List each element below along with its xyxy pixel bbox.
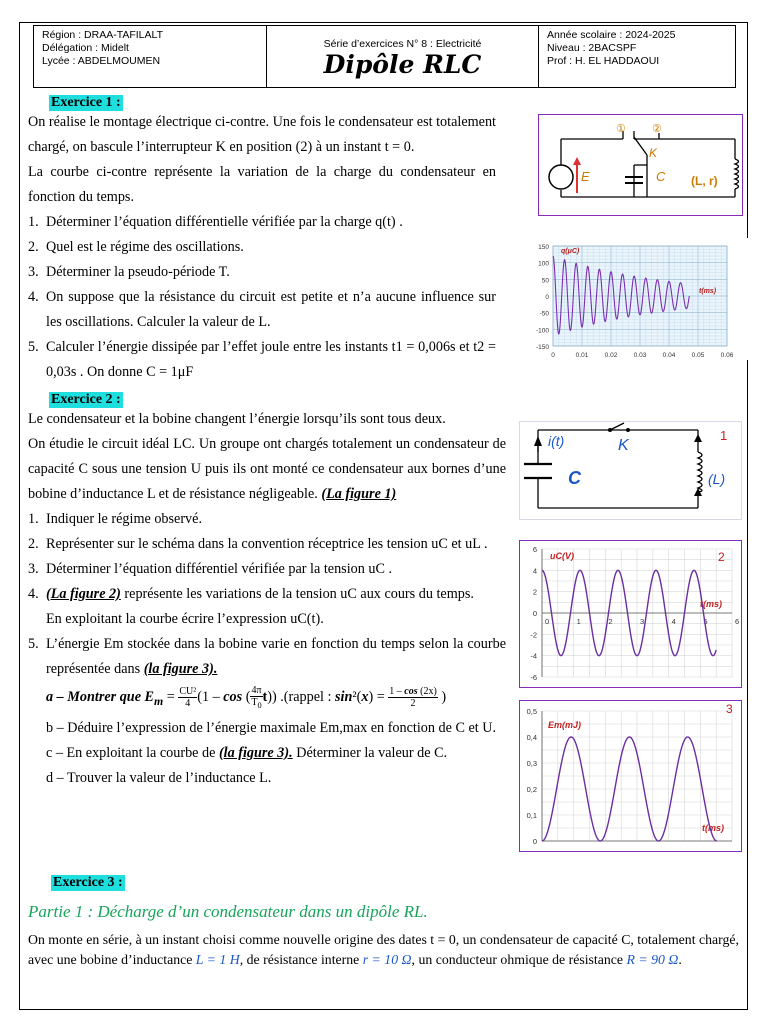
ex1-circuit-figure [538, 114, 743, 216]
y-tick-label: -150 [535, 344, 549, 351]
x-tick-label: 0.03 [633, 352, 647, 359]
x-axis-label: t(ms) [699, 288, 717, 295]
ex1-label-lr: (L, r) [691, 174, 718, 188]
y-tick-label: 0,1 [526, 811, 537, 820]
header-region: Région : DRAA-TAFILALT [42, 29, 163, 41]
exercice-3-label: Exercice 3 : [53, 875, 123, 890]
ex1-intro-2: La courbe ci-contre représente la variation de la charge du condensateur en fonction du temps. [28, 164, 496, 205]
ex3-intro: On monte en série, à un instant choisi comme nouvelle origine des dates t = 0, un condensateur de capacité C, totalement chargé, avec une bobine d’inductance L = 1 H, de résistance interne r = 10 Ω, un conducteur ohmique de résistance R = 90 Ω. [28, 932, 739, 967]
ex1-circuit-diagram [539, 115, 741, 214]
y-tick-label: 50 [541, 277, 549, 285]
exercice-1-label: Exercice 1 : [51, 95, 121, 110]
x-axis-label: t(ms) [700, 599, 722, 609]
x-tick-label: 5 [703, 617, 708, 626]
header-annee: Année scolaire : 2024-2025 [547, 29, 676, 41]
y-tick-label: 150 [538, 244, 549, 251]
ex2-question-5a: a – Montrer que $E_m$ = $\frac{\text{CU²}}{4}$ (1 – cos ( $\frac{4\pi}{T_0}$ t)) .(rappel : sin²(x) = $\frac{1 - \cos (2x)}{2}$ ) [46, 684, 447, 710]
y-tick-label: 0 [545, 294, 549, 301]
ex1-question-5: 5. Calculer l’énergie dissipée par l’effet joule entre les instants t1 = 0,006s et t2 = 0,03s . On donne C = 1μF [28, 339, 496, 380]
header-delegation: Délégation : Midelt [42, 42, 129, 54]
x-tick-label: 0 [551, 352, 555, 359]
ex1-question-2: 2. Quel est le régime des oscillations. [28, 239, 244, 255]
ex2-label-k: K [618, 437, 629, 454]
y-tick-label: 0 [532, 837, 537, 846]
x-tick-label: 2 [608, 617, 613, 626]
ex2-question-4: 4. (La figure 2) représente les variations de la tension uC aux cours du temps. En exploitant la courbe écrire l’expression uC(t). [28, 586, 474, 627]
ex1-label-c: C [656, 169, 666, 184]
ex3-partie-1-title: Partie 1 : Décharge d’un condensateur dans un dipôle RL. [28, 902, 428, 921]
x-axis-label: t(ms) [702, 823, 724, 833]
ex2-question-5b: b – Déduire l’expression de l’énergie maximale Em,max en fonction de C et U. [46, 719, 497, 736]
header-niveau: Niveau : 2BACSPF [547, 42, 637, 54]
ex1-question-4: 4. On suppose que la résistance du circuit est petite et n’a aucune influence sur les oscillations. Calculer la valeur de L. [28, 289, 496, 330]
ex2-figure-1-number: 1 [720, 428, 728, 443]
ex3-value-l: L = 1 H [195, 952, 240, 967]
ex2-figure-1 [519, 421, 742, 520]
y-axis-label: Em(mJ) [548, 720, 582, 730]
ex3-value-r: r = 10 Ω [362, 952, 412, 967]
exercice-2-text [28, 407, 506, 791]
header-title-cell [267, 26, 539, 87]
y-tick-label: 0,5 [526, 707, 537, 716]
ex2-label-current: i(t) [548, 433, 565, 449]
header-prof: Prof : H. EL HADDAOUI [547, 55, 660, 67]
exercice-2-label: Exercice 2 : [51, 392, 121, 407]
x-tick-label: 0.06 [720, 352, 734, 359]
y-tick-label: 2 [532, 587, 537, 597]
ex1-question-3: 3. Déterminer la pseudo-période T. [28, 264, 230, 280]
y-tick-label: 0,3 [526, 759, 537, 768]
ex2-intro-1: Le condensateur et la bobine changent l’énergie lorsqu’ils sont tous deux. [28, 411, 446, 427]
exercice-1-text [28, 110, 496, 385]
figure-number: 3 [726, 702, 733, 716]
header-table [33, 25, 736, 88]
ex1-charge-chart-svg [520, 238, 748, 360]
ex1-charge-chart [520, 238, 748, 360]
ex2-intro-2: On étudie le circuit idéal LC. Un groupe ont chargés totalement un condensateur de capacité C sous une tension U puis ils ont monté ce condensateur aux bornes d’une bobine d’inductance L et de résistance négligeable. (La figure 1) [28, 436, 506, 502]
y-tick-label: 6 [532, 545, 537, 554]
x-tick-label: 1 [576, 617, 581, 626]
page-title: Dipôle RLC [323, 50, 482, 79]
y-tick-label: 100 [538, 260, 549, 268]
ex2-em-chart-svg [520, 701, 740, 850]
y-tick-label: -2 [530, 630, 537, 640]
ex2-question-5d: d – Trouver la valeur de l’inductance L. [46, 769, 272, 786]
ex2-lc-circuit-diagram [520, 422, 740, 518]
x-tick-label: 0.05 [691, 352, 705, 359]
header-school-info [34, 26, 267, 87]
ex2-label-l: (L) [708, 471, 726, 487]
x-tick-label: 0.02 [604, 352, 618, 359]
x-tick-label: 6 [735, 617, 740, 626]
y-tick-label: -50 [539, 310, 549, 318]
ex2-uc-chart-svg [520, 541, 740, 686]
ex2-figure-3 [519, 700, 742, 852]
ex1-label-switch-1: ① [616, 123, 626, 135]
ex2-question-2: 2. Représenter sur le schéma dans la convention réceptrice les tension uC et uL . [28, 536, 488, 552]
y-tick-label: 0,4 [526, 733, 537, 742]
chart-title: q(μC) [561, 248, 580, 255]
x-tick-label: 0.01 [575, 352, 589, 359]
ex2-question-3: 3. Déterminer l’équation différentiel vérifiée par la tension uC . [28, 561, 393, 577]
header-class-info [539, 26, 735, 87]
ex1-label-switch-2: ② [652, 123, 662, 135]
header-lycee: Lycée : ABDELMOUMEN [42, 55, 161, 67]
ex2-figure-2 [519, 540, 742, 688]
y-tick-label: -100 [535, 327, 549, 335]
y-tick-label: 0 [532, 609, 537, 618]
y-tick-label: 4 [532, 566, 537, 576]
ex1-question-1: 1. Déterminer l’équation différentielle vérifiée par la charge q(t) . [28, 214, 403, 230]
ex2-question-5: 5. L’énergie Em stockée dans la bobine varie en fonction du temps selon la courbe représentée dans (la figure 3). [28, 636, 506, 677]
y-tick-label: -6 [530, 673, 537, 682]
figure-number: 2 [718, 550, 725, 564]
ex2-label-c: C [568, 468, 581, 488]
ex1-label-e: E [581, 169, 590, 184]
y-tick-label: -4 [530, 651, 537, 661]
ex2-question-1: 1. Indiquer le régime observé. [28, 511, 203, 527]
ex2-question-5c: c – En exploitant la courbe de (la figure 3). Déterminer la valeur de C. [46, 744, 448, 761]
ex3-value-big-r: R = 90 Ω [626, 952, 679, 967]
x-tick-label: 4 [671, 617, 676, 626]
ex1-label-k: K [649, 146, 658, 160]
y-tick-label: 0,2 [526, 785, 537, 794]
x-tick-label: 3 [640, 617, 645, 626]
y-axis-label: uC(V) [550, 551, 574, 561]
ex1-intro-1: On réalise le montage électrique ci-contre. Une fois le condensateur est totalement chargé, on bascule l’interrupteur K en position (2) à un instant t = 0. [28, 114, 496, 155]
x-tick-label: 0 [545, 617, 550, 626]
header-serie: Série d’exercices N° 8 : Electricité [323, 38, 482, 50]
x-tick-label: 0.04 [662, 352, 676, 359]
